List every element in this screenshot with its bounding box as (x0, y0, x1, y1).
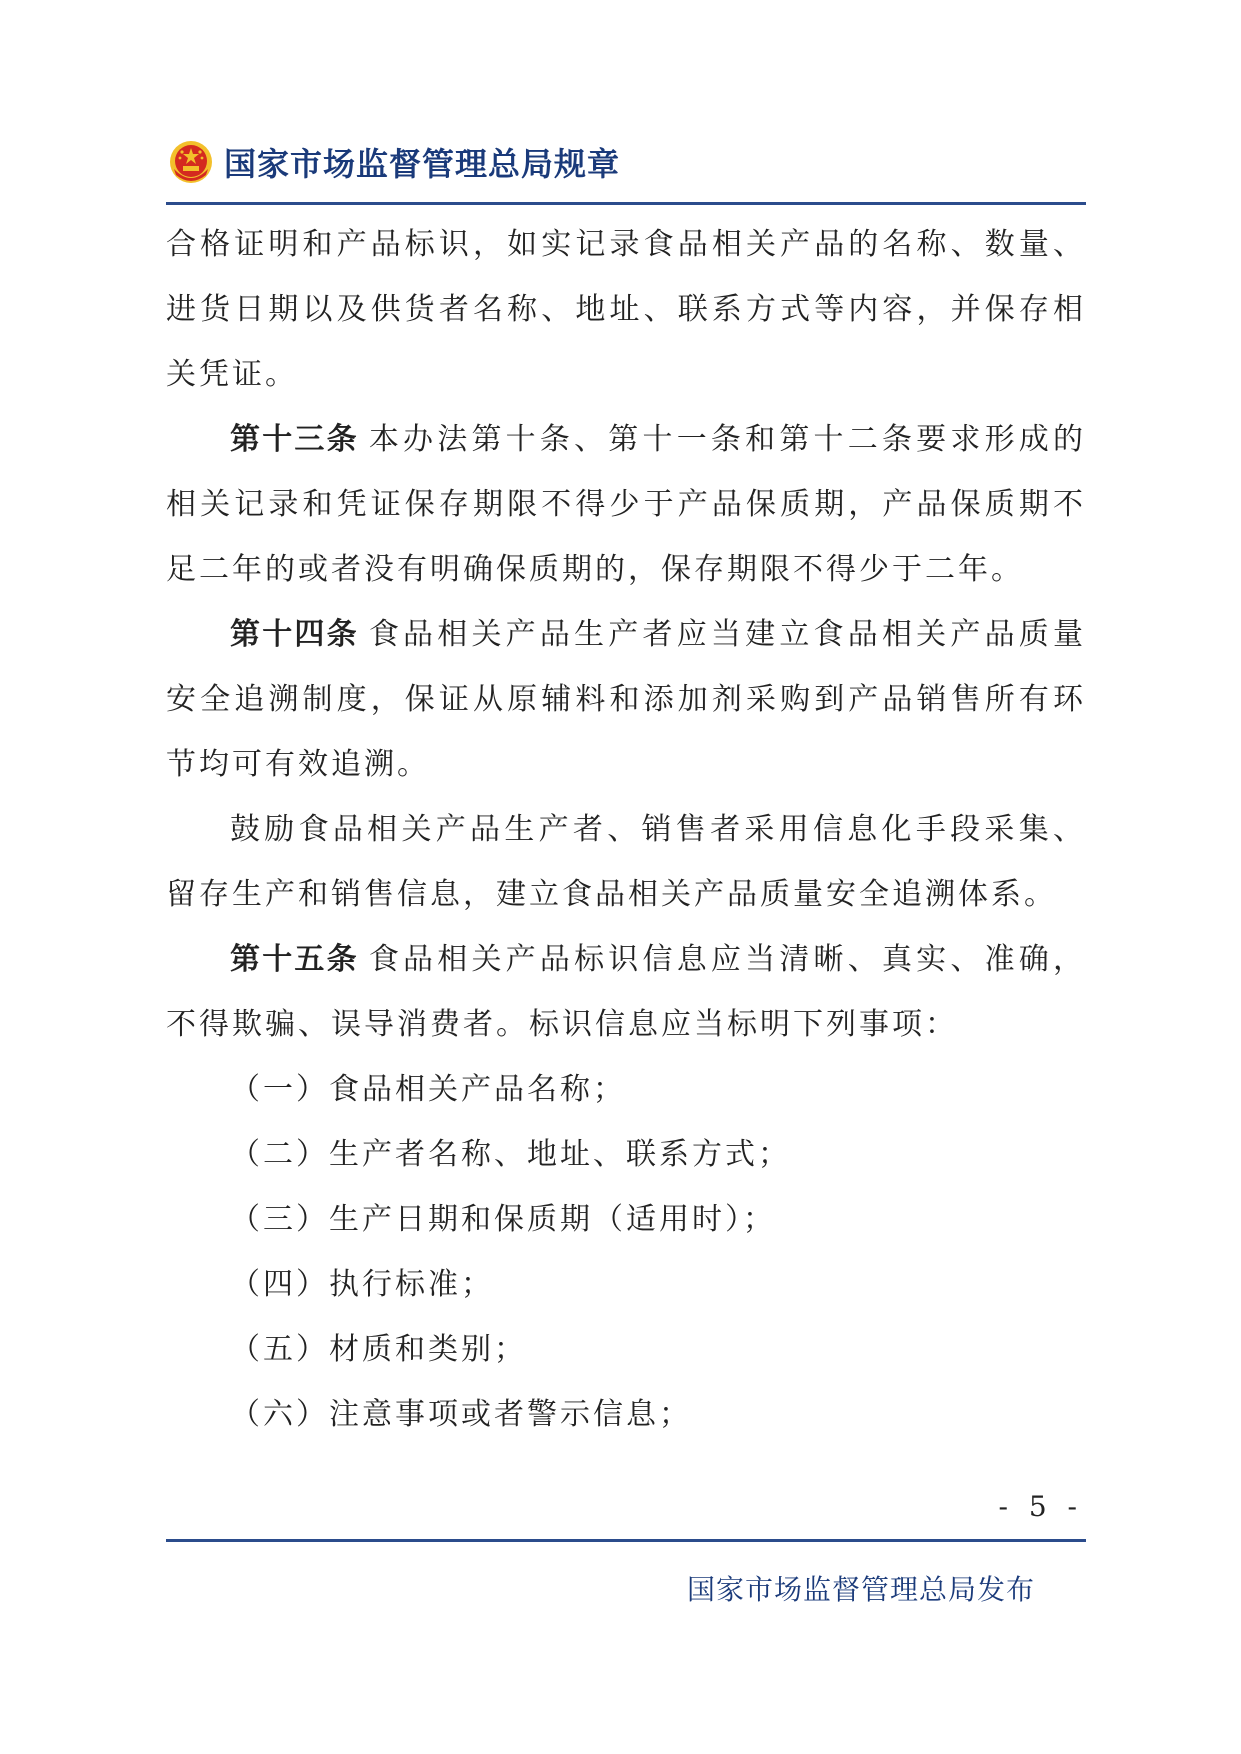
article-14-label: 第十四条 (230, 617, 359, 652)
header-divider (166, 202, 1086, 205)
article-15-text: 食品相关产品标识信息应当清晰、真实、准确，不得欺骗、误导消费者。标识信息应当标明下列事项： (166, 942, 1087, 1042)
header-title: 国家市场监督管理总局规章 (224, 145, 621, 183)
paragraph-continuation: 合格证明和产品标识，如实记录食品相关产品的名称、数量、进货日期以及供货者名称、地址、联系方式等内容，并保存相关凭证。 (166, 227, 1086, 392)
document-body (166, 212, 1086, 1447)
article-14 (166, 602, 1086, 797)
list-item: （四）执行标准； (230, 1267, 494, 1302)
list-item: （五）材质和类别； (230, 1332, 527, 1367)
footer-publisher: 国家市场监督管理总局发布 (686, 1573, 1035, 1606)
page-number: - 5 - (998, 1490, 1083, 1523)
list-item: （三）生产日期和保质期（适用时）； (230, 1202, 776, 1237)
list-item: （一）食品相关产品名称； (230, 1072, 626, 1107)
national-emblem-icon (168, 139, 214, 185)
article-13-label: 第十三条 (230, 422, 359, 457)
article-15 (166, 927, 1086, 1057)
footer-divider (166, 1539, 1086, 1542)
article-15-label: 第十五条 (230, 942, 359, 977)
paragraph-encourage: 鼓励食品相关产品生产者、销售者采用信息化手段采集、留存生产和销售信息，建立食品相关产品质量安全追溯体系。 (166, 812, 1086, 912)
page-header (168, 132, 620, 192)
article-13 (166, 407, 1086, 602)
article-13-text: 本办法第十条、第十一条和第十二条要求形成的相关记录和凭证保存期限不得少于产品保质期，产品保质期不足二年的或者没有明确保质期的，保存期限不得少于二年。 (166, 422, 1087, 587)
list-item: （二）生产者名称、地址、联系方式； (230, 1137, 791, 1172)
article-14-text: 食品相关产品生产者应当建立食品相关产品质量安全追溯制度，保证从原辅料和添加剂采购到产品销售所有环节均可有效追溯。 (166, 617, 1087, 782)
list-item: （六）注意事项或者警示信息； (230, 1397, 692, 1432)
